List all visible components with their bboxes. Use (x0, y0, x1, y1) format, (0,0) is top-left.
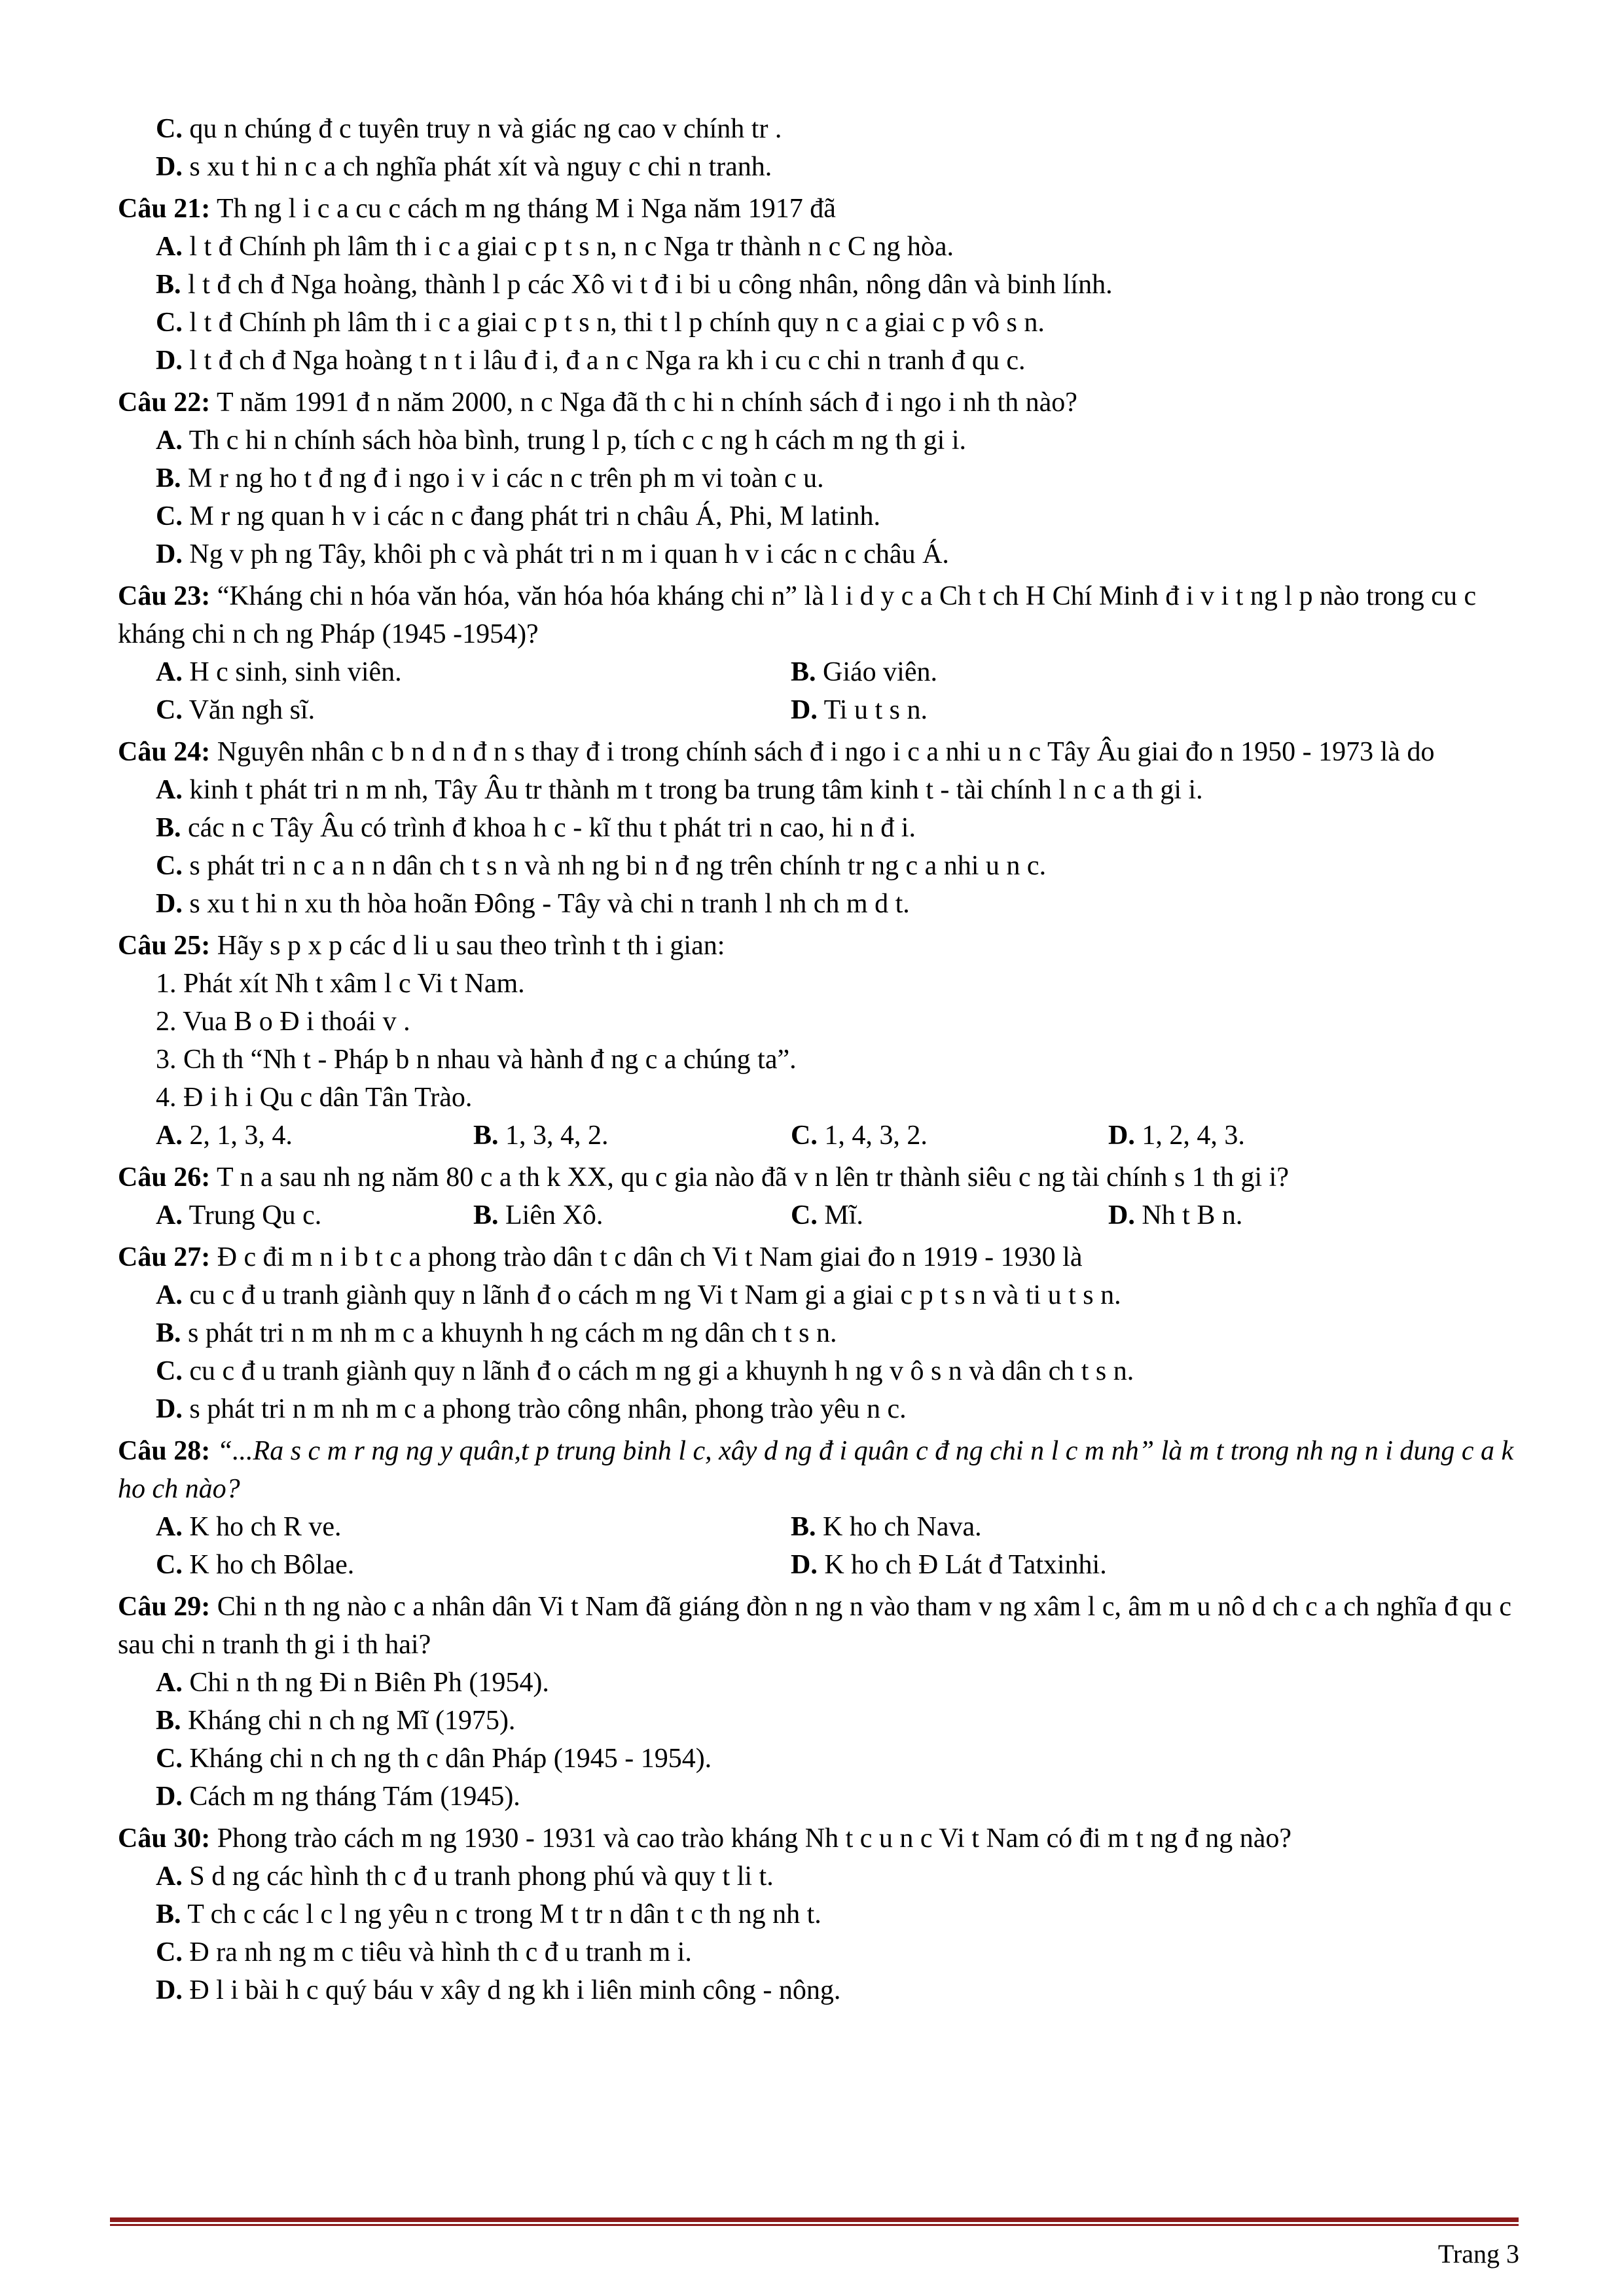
questions-content (118, 110, 1519, 2009)
q22-option-d: D. Ng v ph ng Tây, khôi ph c và phát tri n m i quan h v i các n c châu Á. (156, 539, 949, 569)
footer-divider-thin (110, 2224, 1519, 2226)
q21-option-d: D. l t đ ch đ Nga hoàng t n t i lâu đ i, đ a n c Nga ra kh i cu c chi n tranh đ qu c. (156, 346, 1026, 376)
q25-options-row (118, 1117, 1519, 1155)
footer-divider-thick (110, 2217, 1519, 2222)
q21-option-b: B. l t đ ch đ Nga hoàng, thành l p các Xô vi t đ i bi u công nhân, nông dân và binh lính. (156, 270, 1113, 300)
intro-option-c: C. qu n chúng đ c tuyên truy n và giác ng cao v chính tr . (156, 114, 782, 144)
q29-option-b: B. Kháng chi n ch ng Mĩ (1975). (156, 1706, 516, 1736)
q23-option-d: D. Ti u t s n. (791, 695, 928, 725)
q30-option-c: C. Đ ra nh ng m c tiêu và hình th c đ u tranh m i. (156, 1937, 692, 1967)
question-23: Câu 23: “Kháng chi n hóa văn hóa, văn hóa hóa kháng chi n” là l i d y c a Ch t ch H Chí Minh đ i v i t ng l p nào trong cu c kháng chi n ch ng Pháp (1945 -1954)? (118, 581, 1477, 649)
q25-option-c: C. 1, 4, 3, 2. (791, 1121, 928, 1151)
question-22: Câu 22: T năm 1991 đ n năm 2000, n c Nga đã th c hi n chính sách đ i ngo i nh th nào? (118, 387, 1077, 418)
question-28: Câu 28: “...Ra s c m r ng ng y quân,t p trung binh l c, xây d ng đ i quân c đ ng chi n l c m nh” là m t trong nh ng n i dung c a k ho ch nào? (118, 1436, 1514, 1504)
q28-option-d: D. K ho ch Đ Lát đ Tatxinhi. (791, 1550, 1107, 1580)
q22-option-c: C. M r ng quan h v i các n c đang phát tri n châu Á, Phi, M latinh. (156, 501, 880, 531)
q30-option-a: A. S d ng các hình th c đ u tranh phong phú và quy t li t. (156, 1861, 774, 1892)
q28-options-row-2 (118, 1546, 1519, 1584)
q29-option-a: A. Chi n th ng Đi n Biên Ph (1954). (156, 1668, 549, 1698)
q24-option-a: A. kinh t phát tri n m nh, Tây Âu tr thành m t trong ba trung tâm kinh t - tài chính l n c a th gi i. (156, 775, 1203, 805)
question-26: Câu 26: T n a sau nh ng năm 80 c a th k XX, qu c gia nào đã v n lên tr thành siêu c ng tài chính s 1 th gi i? (118, 1162, 1289, 1193)
question-27: Câu 27: Đ c đi m n i b t c a phong trào dân t c dân ch Vi t Nam giai đo n 1919 - 1930 là (118, 1242, 1083, 1272)
q25-item-3: 3. Ch th “Nh t - Pháp b n nhau và hành đ ng c a chúng ta”. (156, 1045, 797, 1075)
page-number: Trang 3 (1437, 2239, 1519, 2269)
q26-options-row (118, 1196, 1519, 1234)
q30-option-d: D. Đ l i bài h c quý báu v xây d ng kh i liên minh công - nông. (156, 1975, 841, 2005)
q22-option-b: B. M r ng ho t đ ng đ i ngo i v i các n c trên ph m vi toàn c u. (156, 463, 824, 493)
q26-option-c: C. Mĩ. (791, 1200, 863, 1230)
q27-option-d: D. s phát tri n m nh m c a phong trào công nhân, phong trào yêu n c. (156, 1394, 907, 1424)
q29-option-d: D. Cách m ng tháng Tám (1945). (156, 1782, 520, 1812)
footer-divider (110, 2217, 1519, 2227)
question-30: Câu 30: Phong trào cách m ng 1930 - 1931 và cao trào kháng Nh t c u n c Vi t Nam có đi m t ng đ ng nào? (118, 1823, 1292, 1854)
q28-option-b: B. K ho ch Nava. (791, 1512, 982, 1542)
q27-option-b: B. s phát tri n m nh m c a khuynh h ng cách m ng dân ch t s n. (156, 1318, 837, 1348)
q23-options-row-2 (118, 691, 1519, 729)
intro-option-d: D. s xu t hi n c a ch nghĩa phát xít và nguy c chi n tranh. (156, 152, 772, 182)
q28-options-row-1 (118, 1508, 1519, 1546)
q23-option-a: A. H c sinh, sinh viên. (156, 657, 402, 687)
question-21: Câu 21: Th ng l i c a cu c cách m ng tháng M i Nga năm 1917 đã (118, 194, 836, 224)
q26-option-d: D. Nh t B n. (1108, 1200, 1243, 1230)
q24-option-b: B. các n c Tây Âu có trình đ khoa h c - kĩ thu t phát tri n cao, hi n đ i. (156, 813, 916, 843)
question-29: Câu 29: Chi n th ng nào c a nhân dân Vi t Nam đã giáng đòn n ng n vào tham v ng xâm l c, âm m u nô d ch c a ch nghĩa đ qu c sau chi n tranh th gi i th hai? (118, 1592, 1511, 1660)
q23-options-row-1 (118, 653, 1519, 691)
q23-option-c: C. Văn ngh sĩ. (156, 695, 316, 725)
q23-option-b: B. Giáo viên. (791, 657, 937, 687)
question-25: Câu 25: Hãy s p x p các d li u sau theo trình t th i gian: (118, 931, 725, 961)
question-24: Câu 24: Nguyên nhân c b n d n đ n s thay đ i trong chính sách đ i ngo i c a nhi u n c Tây Âu giai đo n 1950 - 1973 là do (118, 737, 1435, 767)
q25-option-b: B. 1, 3, 4, 2. (473, 1121, 609, 1151)
q25-option-a: A. 2, 1, 3, 4. (156, 1121, 293, 1151)
q25-option-d: D. 1, 2, 4, 3. (1108, 1121, 1245, 1151)
q26-option-b: B. Liên Xô. (473, 1200, 604, 1230)
q30-option-b: B. T ch c các l c l ng yêu n c trong M t tr n dân t c th ng nh t. (156, 1899, 821, 1929)
q26-option-a: A. Trung Qu c. (156, 1200, 322, 1230)
q28-option-a: A. K ho ch R ve. (156, 1512, 342, 1542)
q24-option-c: C. s phát tri n c a n n dân ch t s n và nh ng bi n đ ng trên chính tr ng c a nhi u n c. (156, 851, 1047, 881)
q29-option-c: C. Kháng chi n ch ng th c dân Pháp (1945 - 1954). (156, 1744, 712, 1774)
q21-option-c: C. l t đ Chính ph lâm th i c a giai c p t s n, thi t l p chính quy n c a giai c p vô s n. (156, 308, 1045, 338)
q22-option-a: A. Th c hi n chính sách hòa bình, trung l p, tích c c ng h cách m ng th gi i. (156, 425, 966, 456)
q27-option-c: C. cu c đ u tranh giành quy n lãnh đ o cách m ng gi a khuynh h ng v ô s n và dân ch t s n. (156, 1356, 1134, 1386)
q27-option-a: A. cu c đ u tranh giành quy n lãnh đ o cách m ng Vi t Nam gi a giai c p t s n và ti u t s n. (156, 1280, 1121, 1310)
q24-option-d: D. s xu t hi n xu th hòa hoãn Đông - Tây và chi n tranh l nh ch m d t. (156, 889, 910, 919)
q25-item-4: 4. Đ i h i Qu c dân Tân Trào. (156, 1083, 473, 1113)
q21-option-a: A. l t đ Chính ph lâm th i c a giai c p t s n, n c Nga tr thành n c C ng hòa. (156, 232, 954, 262)
q28-option-c: C. K ho ch Bôlae. (156, 1550, 355, 1580)
q25-item-1: 1. Phát xít Nh t xâm l c Vi t Nam. (156, 969, 525, 999)
q25-item-2: 2. Vua B o Đ i thoái v . (156, 1007, 410, 1037)
